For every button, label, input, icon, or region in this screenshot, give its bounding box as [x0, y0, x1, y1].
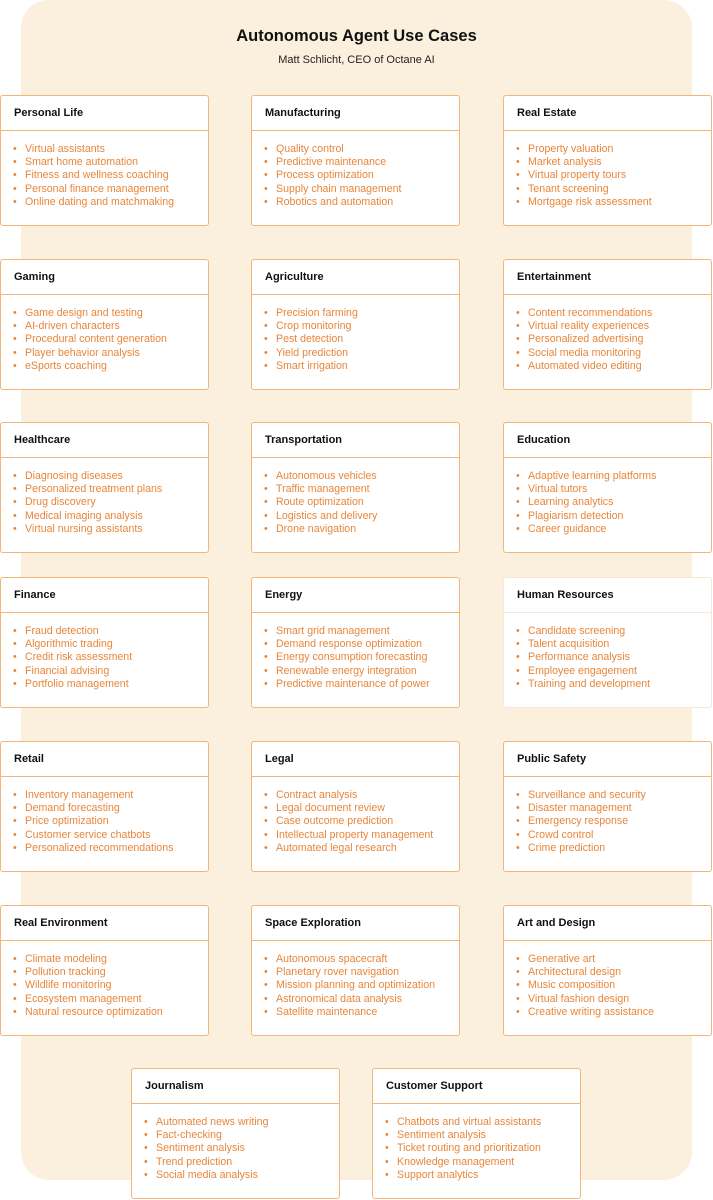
- card-title: Real Estate: [504, 96, 711, 131]
- list-item: [385, 1156, 580, 1169]
- list-item-label: Logistics and delivery: [276, 509, 378, 522]
- list-item-label: Social media analysis: [156, 1168, 258, 1181]
- list-item: [13, 802, 208, 815]
- list-item-label: Predictive maintenance of power: [276, 677, 430, 690]
- list-item-label: eSports coaching: [25, 359, 107, 372]
- list-item-label: Generative art: [528, 953, 596, 965]
- list-item: [516, 470, 711, 483]
- card-space-exploration: [251, 905, 460, 1036]
- list-item: [385, 1169, 580, 1182]
- list-item: [13, 470, 208, 483]
- card-item-list: [1, 131, 208, 209]
- list-item: [516, 829, 711, 842]
- card-item-list: [252, 777, 459, 855]
- list-item-label: Crowd control: [528, 828, 594, 841]
- card-manufacturing: [251, 95, 460, 226]
- card-title: Entertainment: [504, 260, 711, 295]
- list-item: [516, 196, 711, 209]
- list-item: [13, 953, 208, 966]
- list-item-label: Disaster management: [528, 802, 632, 815]
- list-item: [516, 953, 711, 966]
- card-item-list: [1, 458, 208, 536]
- list-item-label: Virtual fashion design: [528, 992, 630, 1005]
- list-item-label: Performance analysis: [528, 651, 630, 664]
- list-item-label: Fraud detection: [25, 625, 99, 637]
- card-item-list: [1, 613, 208, 691]
- list-item: [13, 183, 208, 196]
- list-item: [264, 523, 459, 536]
- list-item: [13, 360, 208, 373]
- list-item: [516, 483, 711, 496]
- card-item-list: [504, 941, 711, 1019]
- card-item-list: [504, 295, 711, 373]
- card-title: Finance: [1, 578, 208, 613]
- list-item-label: Ecosystem management: [25, 992, 142, 1005]
- list-item: [13, 333, 208, 346]
- list-item: [264, 143, 459, 156]
- list-item: [264, 665, 459, 678]
- list-item: [13, 496, 208, 509]
- list-item-label: Smart home automation: [25, 156, 139, 169]
- card-title: Healthcare: [1, 423, 208, 458]
- list-item: [516, 815, 711, 828]
- list-item: [13, 625, 208, 638]
- card-item-list: [1, 941, 208, 1019]
- list-item: [144, 1156, 339, 1169]
- list-item: [13, 815, 208, 828]
- list-item-label: Plagiarism detection: [528, 509, 624, 522]
- list-item-label: Career guidance: [528, 522, 607, 535]
- list-item: [13, 510, 208, 523]
- list-item-label: Talent acquisition: [528, 638, 610, 651]
- list-item-label: Emergency response: [528, 815, 629, 828]
- card-title: Education: [504, 423, 711, 458]
- list-item: [516, 169, 711, 182]
- list-item-label: Credit risk assessment: [25, 651, 133, 664]
- list-item: [13, 347, 208, 360]
- card-finance: [0, 577, 209, 708]
- card-item-list: [132, 1104, 339, 1182]
- list-item-label: Sentiment analysis: [397, 1129, 486, 1142]
- list-item-label: Renewable energy integration: [276, 664, 417, 677]
- card-personal-life: [0, 95, 209, 226]
- card-item-list: [252, 295, 459, 373]
- list-item-label: Yield prediction: [276, 346, 349, 359]
- list-item-label: Trend prediction: [156, 1155, 233, 1168]
- list-item: [144, 1142, 339, 1155]
- list-item: [264, 333, 459, 346]
- list-item-label: Demand forecasting: [25, 802, 120, 815]
- card-item-list: [252, 613, 459, 691]
- list-item: [264, 307, 459, 320]
- list-item: [13, 829, 208, 842]
- list-item: [13, 307, 208, 320]
- card-title: Energy: [252, 578, 459, 613]
- list-item-label: Drug discovery: [25, 496, 96, 509]
- list-item-label: Learning analytics: [528, 496, 614, 509]
- list-item: [144, 1116, 339, 1129]
- list-item-label: Creative writing assistance: [528, 1005, 654, 1018]
- list-item-label: Training and development: [528, 677, 651, 690]
- list-item-label: Algorithmic trading: [25, 638, 113, 651]
- card-public-safety: [503, 741, 712, 872]
- card-title: Public Safety: [504, 742, 711, 777]
- list-item-label: Market analysis: [528, 156, 602, 169]
- list-item-label: Content recommendations: [528, 307, 653, 319]
- card-agriculture: [251, 259, 460, 390]
- list-item-label: Contract analysis: [276, 789, 358, 801]
- list-item-label: Autonomous vehicles: [276, 470, 377, 482]
- list-item: [13, 169, 208, 182]
- list-item: [264, 651, 459, 664]
- list-item: [516, 842, 711, 855]
- list-item: [516, 993, 711, 1006]
- list-item-label: Architectural design: [528, 966, 622, 979]
- list-item: [264, 993, 459, 1006]
- list-item-label: Traffic management: [276, 483, 370, 496]
- list-item: [144, 1169, 339, 1182]
- list-item: [264, 802, 459, 815]
- list-item: [13, 789, 208, 802]
- card-gaming: [0, 259, 209, 390]
- list-item-label: Support analytics: [397, 1168, 479, 1181]
- list-item-label: Automated legal research: [276, 841, 397, 854]
- list-item-label: Fact-checking: [156, 1129, 222, 1142]
- list-item-label: Pollution tracking: [25, 966, 106, 979]
- list-item-label: Portfolio management: [25, 677, 129, 690]
- card-item-list: [1, 295, 208, 373]
- list-item-label: Autonomous spacecraft: [276, 953, 388, 965]
- list-item: [13, 196, 208, 209]
- list-item-label: Climate modeling: [25, 953, 107, 965]
- list-item: [516, 802, 711, 815]
- list-item-label: Knowledge management: [397, 1155, 515, 1168]
- card-title: Art and Design: [504, 906, 711, 941]
- list-item-label: Planetary rover navigation: [276, 966, 400, 979]
- list-item-label: Personalized treatment plans: [25, 483, 163, 496]
- list-item-label: Smart grid management: [276, 625, 390, 637]
- list-item: [264, 156, 459, 169]
- page-title: Autonomous Agent Use Cases: [236, 27, 477, 45]
- list-item: [13, 665, 208, 678]
- list-item-label: Virtual property tours: [528, 169, 627, 182]
- list-item: [13, 966, 208, 979]
- list-item: [516, 333, 711, 346]
- list-item-label: Customer service chatbots: [25, 828, 151, 841]
- list-item-label: Personal finance management: [25, 182, 169, 195]
- list-item-label: Player behavior analysis: [25, 346, 140, 359]
- card-title: Retail: [1, 742, 208, 777]
- list-item: [385, 1142, 580, 1155]
- list-item-label: Medical imaging analysis: [25, 509, 143, 522]
- list-item-label: Inventory management: [25, 789, 134, 801]
- card-real-estate: [503, 95, 712, 226]
- list-item: [264, 347, 459, 360]
- card-title: Agriculture: [252, 260, 459, 295]
- list-item: [264, 625, 459, 638]
- card-item-list: [373, 1104, 580, 1182]
- card-title: Human Resources: [504, 578, 711, 613]
- list-item: [13, 842, 208, 855]
- list-item: [264, 183, 459, 196]
- card-journalism: [131, 1068, 340, 1199]
- list-item-label: Crop monitoring: [276, 320, 352, 333]
- card-title: Manufacturing: [252, 96, 459, 131]
- list-item: [516, 156, 711, 169]
- card-title: Personal Life: [1, 96, 208, 131]
- list-item-label: Online dating and matchmaking: [25, 195, 174, 208]
- list-item: [264, 678, 459, 691]
- list-item-label: Case outcome prediction: [276, 815, 394, 828]
- list-item-label: Route optimization: [276, 496, 364, 509]
- list-item-label: Wildlife monitoring: [25, 979, 112, 992]
- list-item-label: Tenant screening: [528, 182, 609, 195]
- list-item-label: Robotics and automation: [276, 195, 394, 208]
- list-item-label: Chatbots and virtual assistants: [397, 1116, 542, 1128]
- card-item-list: [504, 613, 711, 691]
- list-item: [516, 510, 711, 523]
- list-item-label: Procedural content generation: [25, 333, 167, 346]
- list-item-label: Personalized advertising: [528, 333, 644, 346]
- list-item: [516, 307, 711, 320]
- list-item-label: Quality control: [276, 143, 344, 155]
- list-item-label: AI-driven characters: [25, 320, 120, 333]
- card-item-list: [1, 777, 208, 855]
- list-item-label: Mission planning and optimization: [276, 979, 435, 992]
- list-item-label: Process optimization: [276, 169, 374, 182]
- card-art-and-design: [503, 905, 712, 1036]
- list-item-label: Financial advising: [25, 664, 110, 677]
- list-item-label: Price optimization: [25, 815, 109, 828]
- list-item: [264, 320, 459, 333]
- card-energy: [251, 577, 460, 708]
- card-item-list: [504, 777, 711, 855]
- list-item-label: Legal document review: [276, 802, 385, 815]
- card-item-list: [504, 458, 711, 536]
- list-item-label: Ticket routing and prioritization: [397, 1142, 541, 1155]
- list-item-label: Personalized recommendations: [25, 841, 174, 854]
- list-item: [516, 678, 711, 691]
- list-item: [264, 196, 459, 209]
- list-item: [516, 347, 711, 360]
- list-item-label: Crime prediction: [528, 841, 606, 854]
- list-item-label: Precision farming: [276, 307, 358, 319]
- list-item: [385, 1129, 580, 1142]
- list-item-label: Sentiment analysis: [156, 1142, 245, 1155]
- list-item: [264, 496, 459, 509]
- list-item: [264, 1006, 459, 1019]
- list-item: [264, 966, 459, 979]
- card-legal: [251, 741, 460, 872]
- card-title: Legal: [252, 742, 459, 777]
- list-item: [13, 651, 208, 664]
- list-item-label: Pest detection: [276, 333, 344, 346]
- card-title: Journalism: [132, 1069, 339, 1104]
- list-item: [264, 483, 459, 496]
- list-item-label: Employee engagement: [528, 664, 637, 677]
- list-item: [13, 143, 208, 156]
- list-item-label: Energy consumption forecasting: [276, 651, 428, 664]
- list-item: [516, 1006, 711, 1019]
- list-item-label: Property valuation: [528, 143, 614, 155]
- list-item: [516, 143, 711, 156]
- list-item-label: Diagnosing diseases: [25, 470, 123, 482]
- list-item: [13, 483, 208, 496]
- card-healthcare: [0, 422, 209, 553]
- list-item: [516, 523, 711, 536]
- list-item: [264, 169, 459, 182]
- list-item-label: Virtual nursing assistants: [25, 522, 143, 535]
- list-item-label: Social media monitoring: [528, 346, 642, 359]
- list-item-label: Predictive maintenance: [276, 156, 387, 169]
- card-real-environment: [0, 905, 209, 1036]
- list-item-label: Satellite maintenance: [276, 1005, 378, 1018]
- list-item: [516, 360, 711, 373]
- list-item: [264, 789, 459, 802]
- card-title: Transportation: [252, 423, 459, 458]
- list-item: [13, 1006, 208, 1019]
- page-subtitle: Matt Schlicht, CEO of Octane AI: [278, 54, 435, 66]
- card-transportation: [251, 422, 460, 553]
- list-item-label: Adaptive learning platforms: [528, 470, 657, 482]
- card-item-list: [504, 131, 711, 209]
- list-item-label: Natural resource optimization: [25, 1005, 163, 1018]
- list-item: [13, 993, 208, 1006]
- list-item: [13, 156, 208, 169]
- card-item-list: [252, 131, 459, 209]
- list-item: [264, 510, 459, 523]
- list-item-label: Fitness and wellness coaching: [25, 169, 169, 182]
- list-item-label: Supply chain management: [276, 182, 402, 195]
- list-item: [516, 979, 711, 992]
- card-education: [503, 422, 712, 553]
- list-item: [264, 979, 459, 992]
- card-item-list: [252, 941, 459, 1019]
- list-item-label: Astronomical data analysis: [276, 992, 403, 1005]
- list-item: [144, 1129, 339, 1142]
- list-item-label: Automated news writing: [156, 1116, 269, 1128]
- list-item-label: Mortgage risk assessment: [528, 195, 652, 208]
- list-item: [516, 496, 711, 509]
- list-item: [385, 1116, 580, 1129]
- list-item-label: Surveillance and security: [528, 789, 646, 801]
- list-item-label: Music composition: [528, 979, 616, 992]
- list-item: [264, 953, 459, 966]
- card-title: Real Environment: [1, 906, 208, 941]
- list-item: [264, 815, 459, 828]
- list-item: [13, 320, 208, 333]
- card-human-resources: [503, 577, 712, 708]
- list-item-label: Virtual assistants: [25, 143, 105, 155]
- list-item: [13, 979, 208, 992]
- list-item-label: Intellectual property management: [276, 828, 434, 841]
- card-entertainment: [503, 259, 712, 390]
- list-item-label: Virtual tutors: [528, 483, 588, 496]
- list-item-label: Candidate screening: [528, 625, 626, 637]
- card-title: Space Exploration: [252, 906, 459, 941]
- list-item-label: Automated video editing: [528, 359, 642, 372]
- card-retail: [0, 741, 209, 872]
- list-item: [264, 842, 459, 855]
- list-item-label: Demand response optimization: [276, 638, 423, 651]
- list-item: [516, 966, 711, 979]
- list-item-label: Game design and testing: [25, 307, 143, 319]
- list-item: [264, 360, 459, 373]
- list-item: [13, 523, 208, 536]
- list-item: [264, 829, 459, 842]
- list-item: [516, 183, 711, 196]
- list-item-label: Virtual reality experiences: [528, 320, 650, 333]
- list-item: [516, 789, 711, 802]
- card-title: Gaming: [1, 260, 208, 295]
- list-item-label: Smart irrigation: [276, 359, 348, 372]
- list-item: [264, 638, 459, 651]
- list-item: [516, 665, 711, 678]
- list-item: [13, 678, 208, 691]
- list-item: [13, 638, 208, 651]
- list-item: [516, 320, 711, 333]
- list-item-label: Drone navigation: [276, 522, 357, 535]
- list-item: [516, 625, 711, 638]
- list-item: [516, 651, 711, 664]
- list-item: [516, 638, 711, 651]
- card-item-list: [252, 458, 459, 536]
- list-item: [264, 470, 459, 483]
- card-customer-support: [372, 1068, 581, 1199]
- card-title: Customer Support: [373, 1069, 580, 1104]
